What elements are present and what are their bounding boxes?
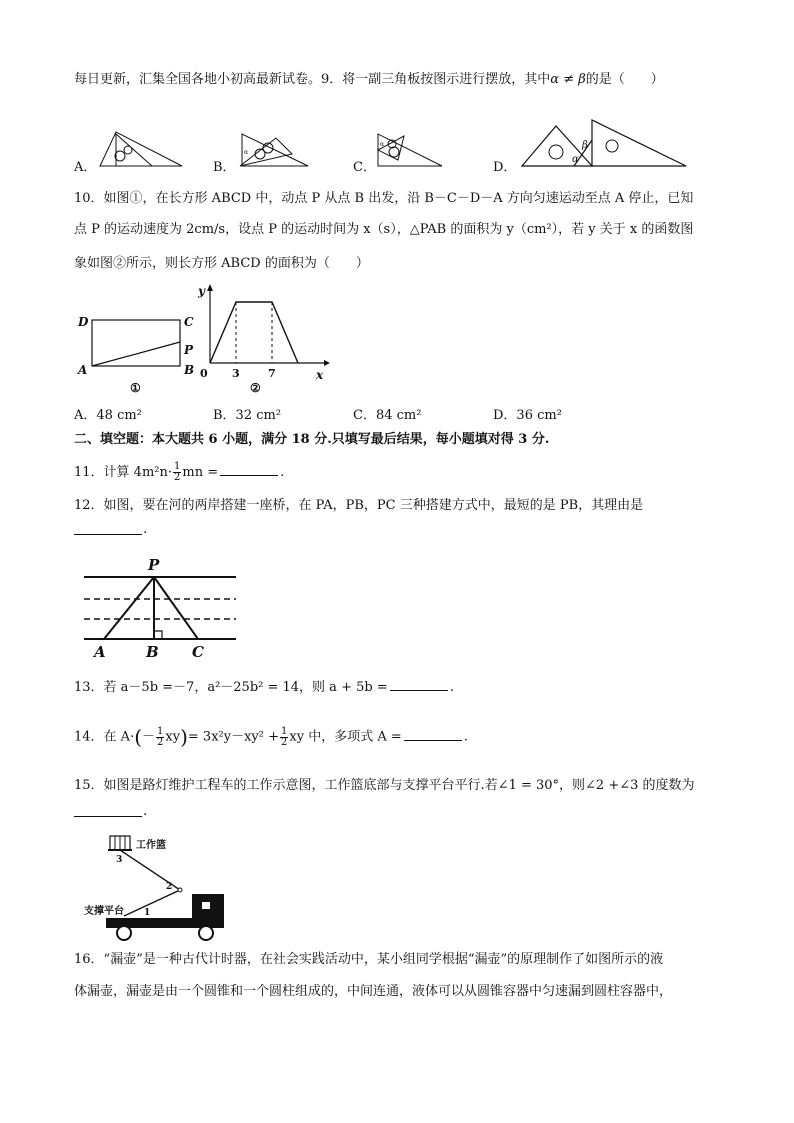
q15-label-angle-3: 3: [116, 855, 123, 865]
q14-post: xy 中，多项式 A =: [289, 729, 402, 745]
q15-label-platform: 支撑平台: [84, 906, 124, 917]
q12-label-c: C: [192, 643, 204, 661]
q9-option-b: B．: [213, 160, 236, 175]
q14-end: .: [463, 729, 468, 745]
q9-figure-a: [98, 128, 188, 170]
q13-end: .: [449, 680, 454, 695]
q12-figure: [80, 557, 240, 661]
q15-figure: [84, 832, 228, 942]
q9-option-c: C．: [353, 160, 376, 175]
q14-mid: xy: [165, 729, 181, 745]
q15-answer-blank: [74, 816, 142, 817]
q12-label-a: A: [94, 643, 106, 661]
q13-line: [74, 678, 724, 698]
q9-fig-b-alpha: α: [244, 149, 249, 156]
q15-line-1: 15．如图是路灯维护工程车的工作示意图，工作篮底部与支撑平台平行.若∠1 = 30°，则∠2 +∠3 的度数为: [74, 778, 695, 793]
q9-text: 9．将一副三角板按图示进行摆放，其中: [321, 72, 551, 87]
q10-figure-1: [74, 306, 194, 396]
q11-post: mn =: [182, 465, 219, 480]
q14-line: 14．在 A·(－ $\frac{1}{2}$ xy)= 3x²y－xy² + $\frac{1}{2}$ xy 中，多项式 A = .: [74, 725, 468, 749]
q9-fig-d-alpha: α: [572, 154, 579, 165]
q9-option-d: D．: [493, 160, 517, 175]
q13-answer-blank: [390, 678, 448, 691]
q14-frac2-num: 1: [281, 725, 288, 737]
q11-pre: 11．计算 4m²n·: [74, 465, 172, 480]
q9-figure-c: [374, 130, 448, 170]
q15-end: .: [143, 804, 148, 819]
q14-fraction-1: [156, 727, 164, 748]
q10-fig1-label-c: C: [184, 315, 194, 329]
q14-fraction-2: [280, 727, 288, 748]
q15-label-angle-2: 2: [166, 882, 173, 892]
q10-fig1-label-a: A: [78, 363, 88, 377]
q11-end: .: [280, 465, 285, 480]
q10-fig1-label-p: P: [184, 343, 194, 357]
q10-fig2-y: y: [198, 284, 205, 298]
q12-label-p: P: [148, 556, 160, 574]
q13-text: 13．若 a－5b =－7，a²－25b² = 14，则 a + 5b =: [74, 680, 388, 695]
q10-fig1-caption: ①: [130, 381, 141, 395]
q10-fig2-tick-3: 3: [232, 367, 240, 380]
q10-figure-2: [198, 283, 330, 395]
q10-fig2-tick-7: 7: [268, 367, 276, 380]
q9-condition: α ≠ β: [550, 72, 586, 87]
q12-line-1: 12．如图，要在河的两岸搭建一座桥，在 PA，PB，PC 三种搭建方式中，最短的是 PB，其理由是: [74, 498, 644, 513]
section-2-title: 二、填空题：本大题共 6 小题，满分 18 分.只填写最后结果，每小题填对得 3 分.: [74, 432, 550, 447]
q11-fraction: [173, 462, 181, 483]
q10-line-1: 10．如图①，在长方形 ABCD 中，动点 P 从点 B 出发，沿 B－C－D－A 方向匀速运动至点 A 停止，已知: [74, 191, 694, 206]
q11-line: [74, 460, 724, 486]
q11-answer-blank: [220, 463, 278, 476]
q10-option-d: D．36 cm²: [493, 408, 562, 423]
q9-tail: 的是（ ）: [585, 72, 664, 87]
q10-option-c: C．84 cm²: [353, 408, 422, 423]
header-prefix: 每日更新，汇集全国各地小初高最新试卷。: [74, 72, 322, 87]
q9-line: [74, 70, 724, 90]
q14-frac1-den: 2: [157, 736, 164, 748]
q10-fig2-caption: ②: [250, 381, 261, 395]
q14-frac2-den: 2: [281, 736, 288, 748]
q12-answer-blank: [74, 534, 142, 535]
q14-answer-blank: [404, 728, 462, 741]
q11-frac-den: 2: [174, 472, 181, 483]
q15-label-angle-1: 1: [144, 908, 151, 918]
q16-line-2: 体漏壶，漏壶是由一个圆锥和一个圆柱组成的，中间连通，液体可以从圆锥容器中匀速漏到圆柱容器中，: [74, 984, 673, 999]
q9-option-a: A．: [74, 160, 97, 175]
q9-figure-b: [236, 128, 316, 170]
q16-line-1: 16．“漏壶”是一种古代计时器，在社会实践活动中，某小组同学根据“漏壶”的原理制作了如图所示的液: [74, 952, 664, 967]
q10-option-a: A．48 cm²: [74, 408, 142, 423]
q15-label-basket: 工作篮: [136, 840, 166, 851]
q11-frac-num: 1: [174, 461, 181, 472]
q10-line-3: 象如图②所示，则长方形 ABCD 的面积为（ ）: [74, 256, 369, 271]
q9-figure-d: [518, 118, 688, 170]
q12-label-b: B: [146, 643, 159, 661]
q9-fig-d-beta: β: [582, 140, 588, 151]
q12-end: .: [143, 522, 148, 537]
q9-fig-c-alpha: α: [380, 141, 385, 148]
q10-option-b: B．32 cm²: [213, 408, 282, 423]
q10-fig1-label-b: B: [184, 363, 195, 377]
q10-fig1-label-d: D: [78, 315, 89, 329]
q10-fig2-origin: 0: [200, 367, 208, 380]
q14-rhs: = 3x²y－xy² +: [187, 729, 280, 745]
q14-frac1-num: 1: [157, 725, 164, 737]
q10-fig2-x: x: [316, 368, 324, 382]
q14-pre: 14．在 A·: [74, 729, 135, 745]
q10-line-2: 点 P 的运动速度为 2cm/s，设点 P 的运动时间为 x（s），△PAB 的面积为 y（cm²），若 y 关于 x 的函数图: [74, 222, 694, 237]
